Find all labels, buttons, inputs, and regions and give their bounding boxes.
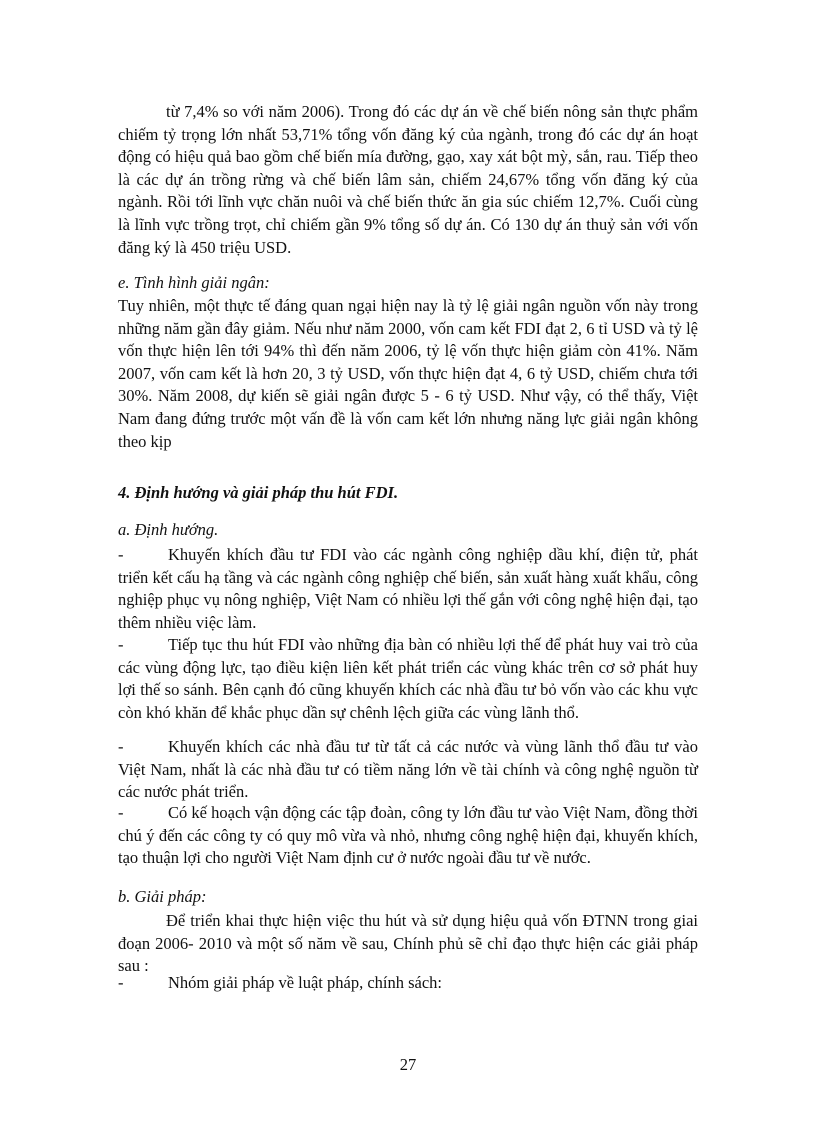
bullet-text: Khuyến khích đầu tư FDI vào các ngành công nghiệp dầu khí, điện tử, phát triển kết cấu hạ tầng và các ngành công nghiệp chế biến, sản xuất hàng xuất khẩu, công nghiệp phục vụ nông nghiệp, Việt Nam có nhiều lợi thế gắn với công nghệ hiện đại, tạo thêm nhiều việc làm. <box>118 545 698 632</box>
bullet-dash: - <box>118 803 124 822</box>
bullet-item-5 <box>118 972 698 995</box>
heading-orientation-solutions: 4. Định hướng và giải pháp thu hút FDI. <box>118 483 399 502</box>
subheading-orientation: a. Định hướng. <box>118 520 219 539</box>
paragraph-agriculture-projects: từ 7,4% so với năm 2006). Trong đó các dự án về chế biến nông sản thực phẩm chiếm tỷ trọng lớn nhất 53,71% tổng vốn đăng ký của ngành, trong đó các dự án hoạt động có hiệu quả bao gồm chế biến mía đường, gạo, xay xát bột mỳ, sắn, rau. Tiếp theo là các dự án trồng rừng và chế biến lâm sản, chiếm 24,67% tổng vốn đăng ký của ngành. Rồi tới lĩnh vực chăn nuôi và chế biến thức ăn gia súc chiếm 12,7%. Cuối cùng là lĩnh vực trồng trọt, chỉ chiếm gần 9% tổng số dự án. Có 130 dự án thuỷ sản với vốn đăng ký là 450 triệu USD. <box>118 102 698 257</box>
bullet-dash: - <box>118 635 124 654</box>
bullet-item-3 <box>118 736 698 804</box>
bullet-dash: - <box>118 545 124 564</box>
bullet-text: Nhóm giải pháp về luật pháp, chính sách: <box>168 973 443 992</box>
bullet-dash: - <box>118 973 124 992</box>
bullet-text: Khuyến khích các nhà đầu tư từ tất cả các nước và vùng lãnh thổ đầu tư vào Việt Nam, nhất là các nhà đầu tư có tiềm năng lớn về tài chính và công nghệ nguồn từ các nước phát triển. <box>118 737 698 802</box>
paragraph-disbursement: Tuy nhiên, một thực tế đáng quan ngại hiện nay là tỷ lệ giải ngân nguồn vốn này trong những năm gần đây giảm. Nếu như năm 2000, vốn cam kết FDI đạt 2, 6 tỉ USD và tỷ lệ vốn thực hiện lên tới 94% thì đến năm 2006, tỷ lệ vốn thực hiện giảm còn 41%. Năm 2007, vốn cam kết là hơn 20, 3 tỷ USD, vốn thực hiện đạt 4, 6 tỷ USD, chiếm chưa tới 30%. Năm 2008, dự kiến sẽ giải ngân được 5 - 6 tỷ USD. Như vậy, có thể thấy, Việt Nam đang đứng trước một vấn đề là vốn cam kết lớn nhưng năng lực giải ngân không theo kịp <box>118 296 698 451</box>
paragraph-solutions-intro: Để triển khai thực hiện việc thu hút và sử dụng hiệu quả vốn ĐTNN trong giai đoạn 2006- 2010 và một số năm về sau, Chính phủ sẽ chỉ đạo thực hiện các giải pháp sau : <box>118 911 698 976</box>
bullet-item-1 <box>118 544 698 634</box>
page-number: 27 <box>399 1055 417 1074</box>
subheading-solutions: b. Giải pháp: <box>118 887 207 906</box>
bullet-text: Có kế hoạch vận động các tập đoàn, công ty lớn đầu tư vào Việt Nam, đồng thời chú ý đến các công ty có quy mô vừa và nhỏ, nhưng công nghệ hiện đại, khuyến khích, tạo thuận lợi cho người Việt Nam định cư ở nước ngoài đầu tư về nước. <box>118 803 698 868</box>
bullet-item-4 <box>118 802 698 870</box>
bullet-text: Tiếp tục thu hút FDI vào những địa bàn có nhiều lợi thế để phát huy vai trò của các vùng động lực, tạo điều kiện liên kết phát triển các vùng khác trên cơ sở phát huy lợi thế so sánh. Bên cạnh đó cũng khuyến khích các nhà đầu tư bỏ vốn vào các khu vực còn khó khăn để khắc phục dần sự chênh lệch giữa các vùng lãnh thổ. <box>118 635 698 722</box>
bullet-item-2 <box>118 634 698 724</box>
bullet-dash: - <box>118 737 124 756</box>
heading-disbursement: e. Tình hình giải ngân: <box>118 273 270 292</box>
